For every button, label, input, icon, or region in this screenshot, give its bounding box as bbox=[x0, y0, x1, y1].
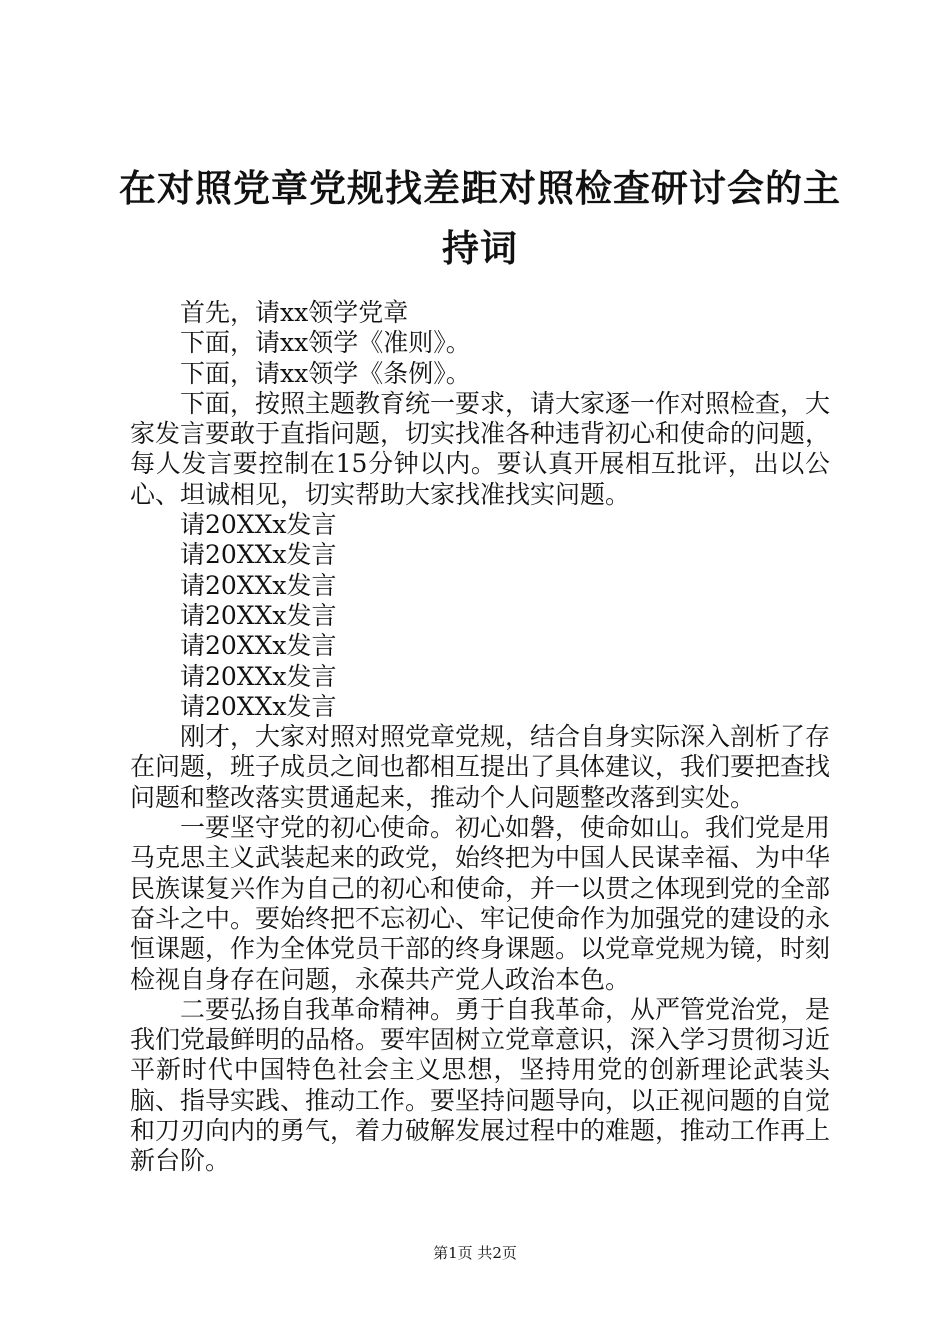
document-body bbox=[130, 298, 830, 1177]
paragraph: 刚才，大家对照对照党章党规，结合自身实际深入剖析了存在问题，班子成员之间也都相互提出了具体建议，我们要把查找问题和整改落实贯通起来，推动个人问题整改落到实处。 bbox=[130, 722, 831, 812]
page-footer: 第1页 共2页 bbox=[433, 1244, 517, 1262]
paragraph: 一要坚守党的初心使命。初心如磐，使命如山。我们党是用马克思主义武装起来的政党，始终把为中国人民谋幸福、为中华民族谋复兴作为自己的初心和使命，并一以贯之体现到党的全部奋斗之中。要始终把不忘初心、牢记使命作为加强党的建设的永恒课题，作为全体党员干部的终身课题。以党章党规为镜，时刻检视自身存在问题，永葆共产党人政治本色。 bbox=[130, 813, 831, 994]
paragraph: 请20XXx发言 bbox=[180, 510, 337, 540]
paragraph: 请20XXx发言 bbox=[180, 631, 337, 661]
paragraph: 下面，按照主题教育统一要求，请大家逐一作对照检查，大家发言要敢于直指问题，切实找准各种违背初心和使命的问题，每人发言要控制在15分钟以内。要认真开展相互批评，出以公心、坦诚相见，切实帮助大家找准找实问题。 bbox=[130, 388, 831, 509]
paragraph: 下面，请xx领学《条例》。 bbox=[180, 358, 471, 388]
paragraph: 请20XXx发言 bbox=[180, 691, 337, 721]
paragraph: 下面，请xx领学《准则》。 bbox=[180, 328, 471, 358]
paragraph: 请20XXx发言 bbox=[180, 600, 337, 630]
paragraph: 请20XXx发言 bbox=[180, 570, 337, 600]
paragraph: 二要弘扬自我革命精神。勇于自我革命，从严管党治党，是我们党最鲜明的品格。要牢固树立党章意识，深入学习贯彻习近平新时代中国特色社会主义思想，坚持用党的创新理论武装头脑、指导实践、推动工作。要坚持问题导向，以正视问题的自觉和刀刃向内的勇气，着力破解发展过程中的难题，推动工作再上新台阶。 bbox=[130, 994, 831, 1176]
document-title: 在对照党章党规找差距对照检查研讨会的主持词 bbox=[119, 166, 841, 270]
paragraph: 请20XXx发言 bbox=[180, 661, 337, 691]
paragraph: 首先，请xx领学党章 bbox=[180, 298, 409, 327]
paragraph: 请20XXx发言 bbox=[180, 540, 337, 570]
